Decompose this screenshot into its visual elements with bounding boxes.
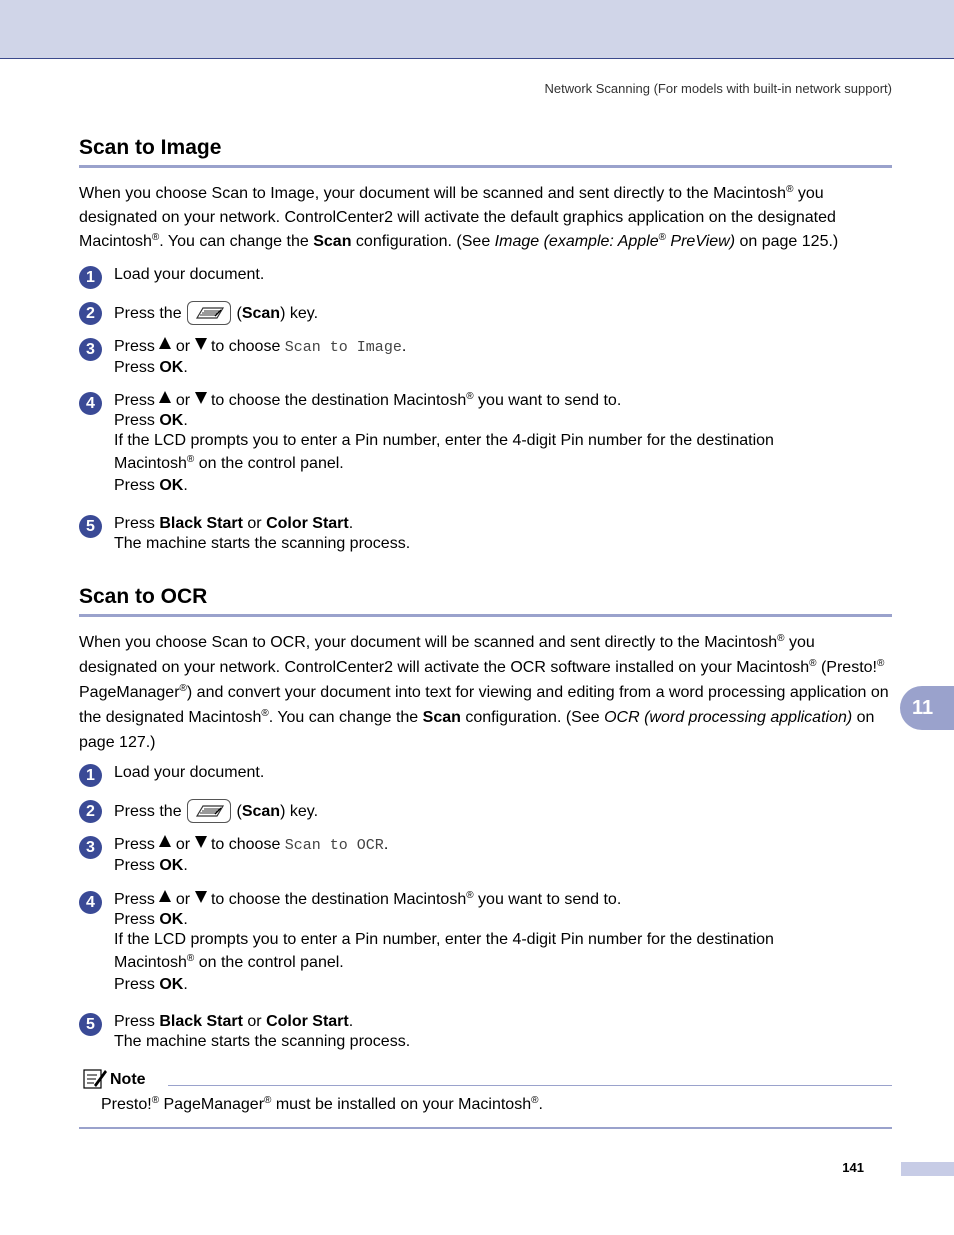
up-arrow-icon [159,391,171,403]
page-tab [901,1162,954,1176]
section-rule [79,165,892,168]
step-4: 4 Press or to choose the destination Macintosh® you want to send to. Press OK. If the LCD prompts you to enter a Pin number, enter the 4-digit Pin number for the destination Macintosh® on the control panel. Press OK. [79,391,879,496]
step-number: 4 [79,392,102,415]
down-arrow-icon [195,338,207,350]
lcd-menu-text: Scan to OCR [284,837,384,854]
note-label: Note [110,1071,146,1088]
step-number: 5 [79,515,102,538]
down-arrow-icon [195,392,207,404]
section-title-scan-to-image: Scan to Image [79,136,222,159]
step-number: 3 [79,338,102,361]
step-1 [79,763,879,783]
up-arrow-icon [159,337,171,349]
step-5: 5 Press Black Start or Color Start. The machine starts the scanning process. [79,514,879,554]
scan-key-icon [187,301,231,325]
step-number: 5 [79,1013,102,1036]
section-title-scan-to-ocr: Scan to OCR [79,585,208,608]
step-number: 2 [79,800,102,823]
step-number: 1 [79,764,102,787]
down-arrow-icon [195,891,207,903]
step-text: Load your document. [114,764,265,781]
step-text: Load your document. [114,266,265,283]
top-band [0,0,954,59]
step-5: 5 Press Black Start or Color Start. The machine starts the scanning process. [79,1012,879,1052]
up-arrow-icon [159,890,171,902]
lcd-menu-text: Scan to Image [284,339,402,356]
step-number: 4 [79,891,102,914]
note-rule [168,1085,892,1086]
step-2: 2 Press the (Scan) key. [79,301,879,325]
step-3: 3 Press or to choose Scan to Image. Press OK. [79,337,879,378]
step-4: 4 Press or to choose the destination Macintosh® you want to send to. Press OK. If the LCD prompts you to enter a Pin number, enter the 4-digit Pin number for the destination Macintosh® on the control panel. Press OK. [79,890,879,995]
step-1 [79,265,879,285]
scan-key-icon [187,799,231,823]
step-2: 2 Press the (Scan) key. [79,799,879,823]
up-arrow-icon [159,835,171,847]
intro-paragraph-scan-to-ocr: When you choose Scan to OCR, your document will be scanned and sent directly to the Macintosh® you designated on your network. ControlCenter2 will activate the OCR software installed on your Macintosh® (Presto!® PageManager®) and convert your document into text for viewing and editing from a word processing application on the designated Macintosh®. You can change the Scan configuration. (See OCR (word processing application) on page 127.) [79,633,889,751]
down-arrow-icon [195,836,207,848]
step-3: 3 Press or to choose Scan to OCR. Press OK. [79,835,879,876]
note-text: Presto!® PageManager® must be installed on your Macintosh®. [101,1095,543,1113]
intro-paragraph-scan-to-image: When you choose Scan to Image, your document will be scanned and sent directly to the Macintosh® you designated on your network. ControlCenter2 will activate the default graphics application on the designated Macintosh®. You can change the Scan configuration. (See Image (example: Apple® PreView) on page 125.) [79,184,839,250]
chapter-tab: 11 [900,686,954,730]
step-number: 1 [79,266,102,289]
page-number: 141 [842,1160,864,1175]
step-number: 3 [79,836,102,859]
note-pencil-icon [82,1068,108,1090]
running-header: Network Scanning (For models with built-in network support) [544,81,892,96]
step-number: 2 [79,302,102,325]
section-rule [79,614,892,617]
note-bottom-rule [79,1127,892,1129]
